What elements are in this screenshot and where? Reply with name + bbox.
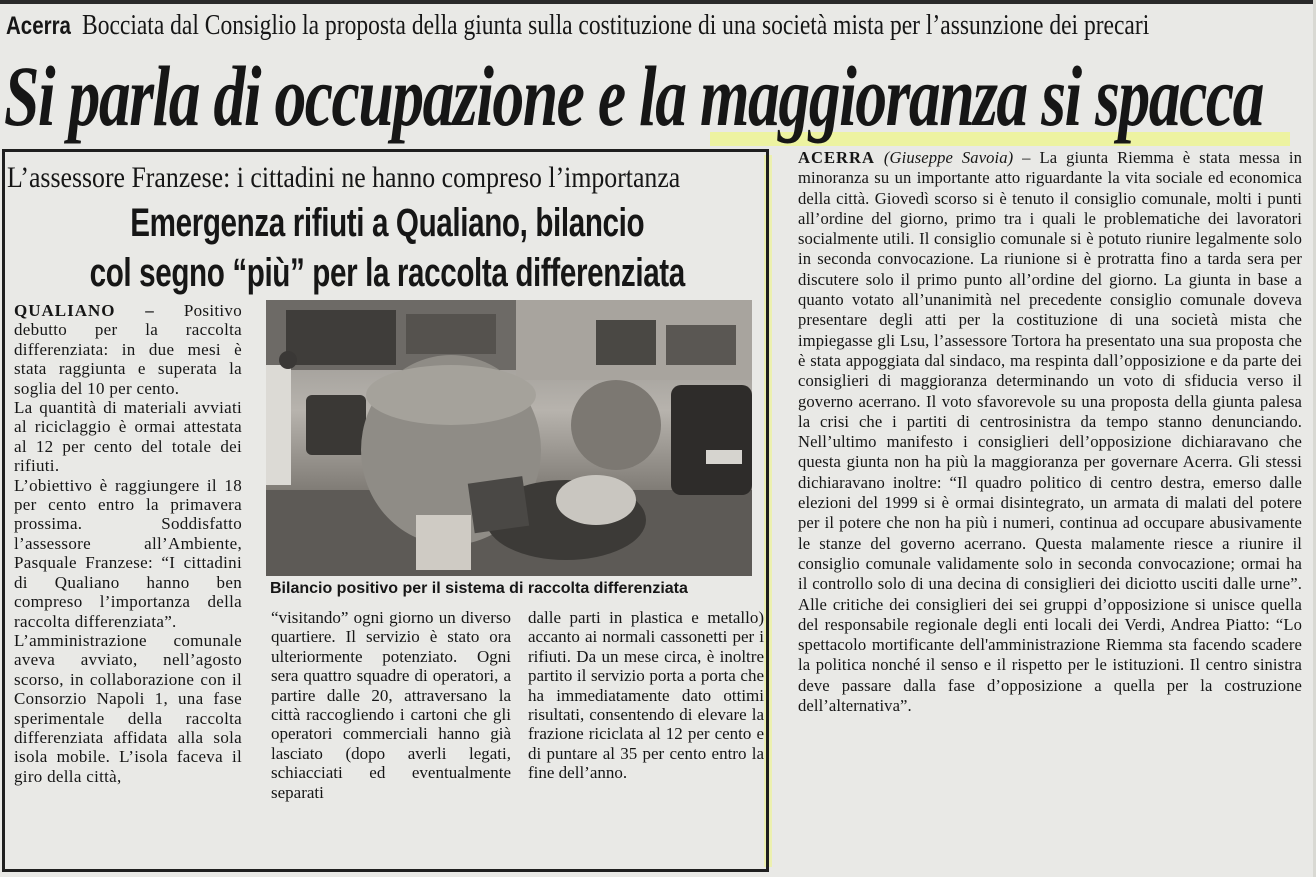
kicker-text: Bocciata dal Consiglio la proposta della giunta sulla costituzione di una società mista per l’assunzione dei precari	[82, 10, 1150, 41]
box-paragraph: L’amministrazione comunale aveva avviato, nell’agosto scorso, in collaborazione con il Consorzio Napoli 1, una fase sperimentale della raccolta differenziata affidata alla sola isola mobile. L’isola faceva il giro della città,	[14, 630, 242, 786]
photo-caption: Bilancio positivo per il sistema di raccolta differenziata	[270, 580, 688, 597]
box-paragraph: L’obiettivo è raggiungere il 18 per cento entro la primavera prossima. Soddisfatto l’assessore all’Ambiente, Pasquale Franzese: “I cittadini di Qualiano hanno ben compreso l’importanza della raccolta differenziata”.	[14, 475, 242, 631]
box-headline	[8, 198, 896, 298]
box-paragraph: dalle parti in plastica e metallo) accanto ai normali cassonetti per i rifiuti. Da un mese circa, è inoltre partito il servizio porta a porta che ha immediatamente dato ottimi risultati, consentendo di elevare la frazione riciclata al 12 per cento e di puntare al 35 per cento entro la fine dell’anno.	[528, 608, 764, 783]
page-kicker	[6, 10, 1312, 46]
box-headline-line-2: col segno “più” per la raccolta differenziata	[89, 251, 685, 295]
box-column-3	[528, 608, 764, 783]
box-column-2	[271, 608, 511, 802]
photo-illustration	[266, 300, 752, 576]
top-rule	[0, 0, 1316, 4]
dateline-acerra: ACERRA	[798, 148, 875, 167]
article-paragraph: ACERRA (Giuseppe Savoia) – La giunta Riemma è stata messa in minoranza su un importante atto riguardante la vita sociale ed economica della città. Giovedì scorso si è tenuto il consiglio comunale, molti i punti all’ordine del giorno, primo tra i quali le problematiche dei lavoratori socialmente utili. Il consiglio comunale si è potuto riunire legalmente solo in seconda convocazione. La riunione si è protratta fino a tarda sera per discutere solo il primo punto all’ordine del giorno. La giunta in base a quanto votato all’unanimità nel precedente consiglio comunale doveva presentare degli atti per la costituzione di una società mista che impiegasse gli Lsu, l’assessore Tortora ha presentato una sua proposta che è stata appoggiata dal sindaco, ma respinta dall’opposizione e da parte dei consiglieri di maggioranza determinando un voto di sfiducia verso il governo acerrano. Il voto sfavorevole su una proposta della giunta palesa la crisi che i partiti di centrosinistra da tempo stanno denunciando. Nell’ultimo manifesto i consiglieri dell’opposizione dichiaravano che questa giunta non ha più la maggioranza per governare Acerra. Gli stessi dichiaravano inoltre: “Il quadro politico di centro destra, emerso dalle elezioni del 1999 si è ormai disintegrato, un armata di malati del potere per il potere che non ha più i numeri, continua ad occupare abusivamente le stanze del governo acerrano. Questa malamente riesce a riunire il consiglio comunale validamente solo in seconda convocazione; ormai ha il controllo solo di una decina di consiglieri dei diciotto usciti dalle urne”. Alle critiche dei consiglieri dei sei gruppi d’opposizione si unisce quella del responsabile regionale degli enti locali dei Verdi, Andrea Piatto: “Lo spettacolo mortificante dell'amministrazione Riemma sta facendo scadere la politica nonché il senso e il rispetto per le istituzioni. Il centro sinistra deve passare dalla fase d’opposizione a quella per la costruzione dell’alternativa”.	[798, 148, 1303, 716]
main-article-column	[798, 148, 1302, 716]
dateline-qualiano: QUALIANO –	[14, 301, 155, 320]
box-headline-line-1: Emergenza rifiuti a Qualiano, bilancio	[130, 201, 645, 245]
kicker-place: Acerra	[6, 12, 71, 40]
box-kicker: L’assessore Franzese: i cittadini ne hanno compreso l’importanza	[7, 161, 681, 194]
news-photo-garbage-street	[266, 300, 752, 576]
box-column-1	[14, 301, 242, 786]
page-headline: Si parla di occupazione e la maggioranza si spacca	[4, 48, 1263, 144]
box-paragraph: “visitando” ogni giorno un diverso quartiere. Il servizio è stato ora ulteriormente potenziato. Ogni sera quattro squadre di operatori, a partire dalle 20, attraversano la città raccogliendo i cartoni che gli operatori commerciali hanno già lasciato (dopo averli legati, schiacciati ed eventualmente separati	[271, 608, 511, 802]
box-paragraph: QUALIANO – Positivo debutto per la raccolta differenziata: in due mesi è stata raggiunta e superata la soglia del 10 per cento.	[14, 301, 242, 398]
byline: (Giuseppe Savoia) –	[883, 148, 1031, 167]
box-paragraph: La quantità di materiali avviati al riciclaggio è ormai attestata al 12 per cento del totale dei rifiuti.	[14, 398, 242, 476]
